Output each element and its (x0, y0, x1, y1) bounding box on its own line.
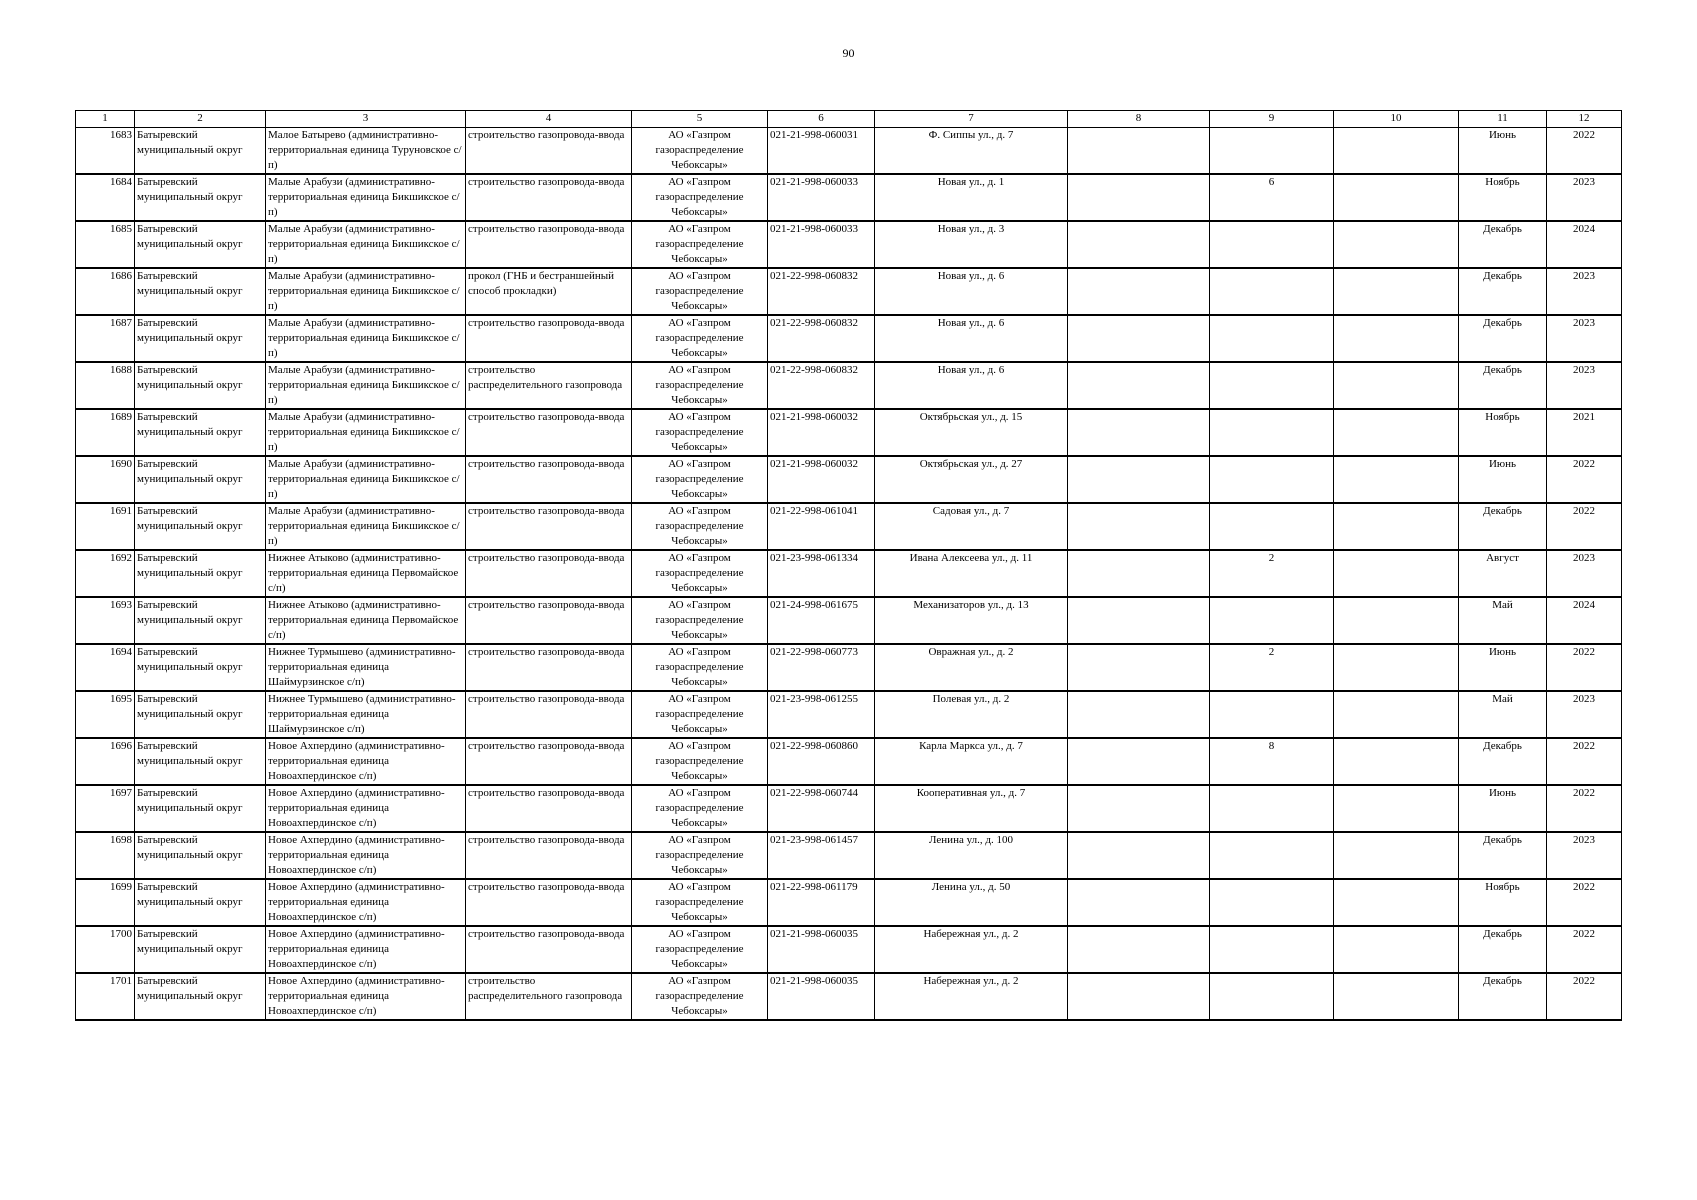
column-9-cell (1210, 503, 1334, 550)
column-10-cell (1334, 832, 1459, 879)
column-9-cell (1210, 926, 1334, 973)
column-10-cell (1334, 879, 1459, 926)
month-cell: Декабрь (1459, 926, 1547, 973)
locality-cell: Новое Ахпердино (административно-территориальная единица Новоахпердинское с/п) (266, 832, 466, 879)
row-number-cell: 1685 (76, 221, 135, 268)
month-cell: Декабрь (1459, 221, 1547, 268)
column-8-cell (1068, 174, 1210, 221)
column-header-7: 7 (875, 111, 1068, 128)
column-8-cell (1068, 315, 1210, 362)
month-cell: Июнь (1459, 128, 1547, 175)
locality-cell: Нижнее Турмышево (административно-территориальная единица Шаймурзинское с/п) (266, 644, 466, 691)
object-code-cell: 021-23-998-061457 (768, 832, 875, 879)
organization-cell: АО «Газпром газораспределение Чебоксары» (632, 503, 768, 550)
row-number-cell: 1683 (76, 128, 135, 175)
table-header (76, 111, 1622, 128)
column-9-cell: 2 (1210, 644, 1334, 691)
district-cell: Батыревский муниципальный округ (135, 456, 266, 503)
column-8-cell (1068, 503, 1210, 550)
column-9-cell (1210, 832, 1334, 879)
locality-cell: Малые Арабузи (административно-территориальная единица Бикшикское с/п) (266, 221, 466, 268)
locality-cell: Малые Арабузи (административно-территориальная единица Бикшикское с/п) (266, 268, 466, 315)
table-row (76, 785, 1622, 832)
column-header-12: 12 (1547, 111, 1622, 128)
district-cell: Батыревский муниципальный округ (135, 785, 266, 832)
column-header-1: 1 (76, 111, 135, 128)
column-10-cell (1334, 785, 1459, 832)
year-cell: 2022 (1547, 128, 1622, 175)
district-cell: Батыревский муниципальный округ (135, 174, 266, 221)
column-10-cell (1334, 362, 1459, 409)
address-cell: Ф. Сиппы ул., д. 7 (875, 128, 1068, 175)
work-type-cell: строительство газопровода-ввода (466, 879, 632, 926)
month-cell: Декабрь (1459, 832, 1547, 879)
column-10-cell (1334, 597, 1459, 644)
organization-cell: АО «Газпром газораспределение Чебоксары» (632, 738, 768, 785)
locality-cell: Нижнее Атыково (административно-территориальная единица Первомайское с/п) (266, 597, 466, 644)
month-cell: Ноябрь (1459, 879, 1547, 926)
table-row (76, 315, 1622, 362)
table-row (76, 268, 1622, 315)
year-cell: 2024 (1547, 597, 1622, 644)
district-cell: Батыревский муниципальный округ (135, 691, 266, 738)
work-type-cell: строительство газопровода-ввода (466, 550, 632, 597)
organization-cell: АО «Газпром газораспределение Чебоксары» (632, 597, 768, 644)
column-10-cell (1334, 174, 1459, 221)
object-code-cell: 021-22-998-060773 (768, 644, 875, 691)
address-cell: Кооперативная ул., д. 7 (875, 785, 1068, 832)
locality-cell: Новое Ахпердино (административно-территориальная единица Новоахпердинское с/п) (266, 926, 466, 973)
column-header-6: 6 (768, 111, 875, 128)
organization-cell: АО «Газпром газораспределение Чебоксары» (632, 785, 768, 832)
column-9-cell (1210, 268, 1334, 315)
organization-cell: АО «Газпром газораспределение Чебоксары» (632, 691, 768, 738)
month-cell: Декабрь (1459, 738, 1547, 785)
row-number-cell: 1698 (76, 832, 135, 879)
object-code-cell: 021-22-998-060832 (768, 315, 875, 362)
column-9-cell: 2 (1210, 550, 1334, 597)
column-8-cell (1068, 362, 1210, 409)
column-9-cell (1210, 128, 1334, 175)
row-number-cell: 1689 (76, 409, 135, 456)
district-cell: Батыревский муниципальный округ (135, 832, 266, 879)
work-type-cell: строительство газопровода-ввода (466, 128, 632, 175)
row-number-cell: 1684 (76, 174, 135, 221)
year-cell: 2023 (1547, 315, 1622, 362)
column-header-4: 4 (466, 111, 632, 128)
address-cell: Полевая ул., д. 2 (875, 691, 1068, 738)
object-code-cell: 021-22-998-060860 (768, 738, 875, 785)
row-number-cell: 1691 (76, 503, 135, 550)
column-9-cell: 8 (1210, 738, 1334, 785)
year-cell: 2022 (1547, 503, 1622, 550)
organization-cell: АО «Газпром газораспределение Чебоксары» (632, 832, 768, 879)
year-cell: 2022 (1547, 644, 1622, 691)
work-type-cell: строительство газопровода-ввода (466, 221, 632, 268)
row-number-cell: 1690 (76, 456, 135, 503)
table-row (76, 128, 1622, 175)
district-cell: Батыревский муниципальный округ (135, 879, 266, 926)
object-code-cell: 021-21-998-060033 (768, 174, 875, 221)
column-9-cell (1210, 879, 1334, 926)
table-body (76, 128, 1622, 1021)
object-code-cell: 021-21-998-060035 (768, 973, 875, 1020)
district-cell: Батыревский муниципальный округ (135, 597, 266, 644)
year-cell: 2022 (1547, 456, 1622, 503)
month-cell: Май (1459, 691, 1547, 738)
locality-cell: Малые Арабузи (административно-территориальная единица Бикшикское с/п) (266, 174, 466, 221)
year-cell: 2024 (1547, 221, 1622, 268)
organization-cell: АО «Газпром газораспределение Чебоксары» (632, 409, 768, 456)
year-cell: 2023 (1547, 362, 1622, 409)
row-number-cell: 1697 (76, 785, 135, 832)
year-cell: 2022 (1547, 785, 1622, 832)
table-row (76, 644, 1622, 691)
column-header-2: 2 (135, 111, 266, 128)
table-row (76, 409, 1622, 456)
organization-cell: АО «Газпром газораспределение Чебоксары» (632, 128, 768, 175)
row-number-cell: 1695 (76, 691, 135, 738)
district-cell: Батыревский муниципальный округ (135, 362, 266, 409)
column-8-cell (1068, 691, 1210, 738)
row-number-cell: 1696 (76, 738, 135, 785)
row-number-cell: 1692 (76, 550, 135, 597)
object-code-cell: 021-22-998-061179 (768, 879, 875, 926)
column-10-cell (1334, 738, 1459, 785)
address-cell: Ленина ул., д. 100 (875, 832, 1068, 879)
column-8-cell (1068, 221, 1210, 268)
year-cell: 2022 (1547, 926, 1622, 973)
object-code-cell: 021-23-998-061334 (768, 550, 875, 597)
organization-cell: АО «Газпром газораспределение Чебоксары» (632, 456, 768, 503)
object-code-cell: 021-21-998-060032 (768, 456, 875, 503)
row-number-cell: 1687 (76, 315, 135, 362)
work-type-cell: прокол (ГНБ и бестраншейный способ прокладки) (466, 268, 632, 315)
address-cell: Новая ул., д. 1 (875, 174, 1068, 221)
month-cell: Декабрь (1459, 315, 1547, 362)
row-number-cell: 1694 (76, 644, 135, 691)
column-10-cell (1334, 644, 1459, 691)
district-cell: Батыревский муниципальный округ (135, 315, 266, 362)
month-cell: Ноябрь (1459, 409, 1547, 456)
column-10-cell (1334, 315, 1459, 362)
locality-cell: Новое Ахпердино (административно-территориальная единица Новоахпердинское с/п) (266, 973, 466, 1020)
row-number-cell: 1699 (76, 879, 135, 926)
year-cell: 2023 (1547, 174, 1622, 221)
column-10-cell (1334, 973, 1459, 1020)
table-row (76, 550, 1622, 597)
column-header-5: 5 (632, 111, 768, 128)
month-cell: Декабрь (1459, 503, 1547, 550)
column-header-8: 8 (1068, 111, 1210, 128)
year-cell: 2023 (1547, 550, 1622, 597)
table-row (76, 221, 1622, 268)
address-cell: Карла Маркса ул., д. 7 (875, 738, 1068, 785)
month-cell: Декабрь (1459, 973, 1547, 1020)
locality-cell: Малые Арабузи (административно-территориальная единица Бикшикское с/п) (266, 315, 466, 362)
column-8-cell (1068, 644, 1210, 691)
object-code-cell: 021-22-998-060744 (768, 785, 875, 832)
column-9-cell (1210, 597, 1334, 644)
organization-cell: АО «Газпром газораспределение Чебоксары» (632, 973, 768, 1020)
column-8-cell (1068, 409, 1210, 456)
year-cell: 2023 (1547, 268, 1622, 315)
column-8-cell (1068, 597, 1210, 644)
column-9-cell (1210, 221, 1334, 268)
locality-cell: Малые Арабузи (административно-территориальная единица Бикшикское с/п) (266, 456, 466, 503)
row-number-cell: 1700 (76, 926, 135, 973)
district-cell: Батыревский муниципальный округ (135, 973, 266, 1020)
year-cell: 2022 (1547, 738, 1622, 785)
table-row (76, 503, 1622, 550)
object-code-cell: 021-23-998-061255 (768, 691, 875, 738)
column-9-cell: 6 (1210, 174, 1334, 221)
page-number: 90 (842, 46, 855, 60)
district-cell: Батыревский муниципальный округ (135, 738, 266, 785)
column-9-cell (1210, 456, 1334, 503)
address-cell: Октябрьская ул., д. 15 (875, 409, 1068, 456)
work-type-cell: строительство газопровода-ввода (466, 691, 632, 738)
column-10-cell (1334, 456, 1459, 503)
object-code-cell: 021-21-998-060033 (768, 221, 875, 268)
object-code-cell: 021-22-998-060832 (768, 268, 875, 315)
address-cell: Ивана Алексеева ул., д. 11 (875, 550, 1068, 597)
district-cell: Батыревский муниципальный округ (135, 221, 266, 268)
year-cell: 2023 (1547, 832, 1622, 879)
column-8-cell (1068, 268, 1210, 315)
work-type-cell: строительство газопровода-ввода (466, 785, 632, 832)
month-cell: Июнь (1459, 644, 1547, 691)
table-row (76, 832, 1622, 879)
work-type-cell: строительство распределительного газопровода (466, 362, 632, 409)
column-10-cell (1334, 409, 1459, 456)
column-8-cell (1068, 926, 1210, 973)
year-cell: 2023 (1547, 691, 1622, 738)
locality-cell: Новое Ахпердино (административно-территориальная единица Новоахпердинское с/п) (266, 879, 466, 926)
table-row (76, 879, 1622, 926)
address-cell: Новая ул., д. 6 (875, 362, 1068, 409)
table-row (76, 738, 1622, 785)
month-cell: Август (1459, 550, 1547, 597)
year-cell: 2021 (1547, 409, 1622, 456)
organization-cell: АО «Газпром газораспределение Чебоксары» (632, 174, 768, 221)
column-10-cell (1334, 550, 1459, 597)
table-row (76, 362, 1622, 409)
row-number-cell: 1701 (76, 973, 135, 1020)
month-cell: Июнь (1459, 456, 1547, 503)
organization-cell: АО «Газпром газораспределение Чебоксары» (632, 362, 768, 409)
work-type-cell: строительство газопровода-ввода (466, 409, 632, 456)
work-type-cell: строительство газопровода-ввода (466, 738, 632, 785)
column-10-cell (1334, 268, 1459, 315)
organization-cell: АО «Газпром газораспределение Чебоксары» (632, 550, 768, 597)
district-cell: Батыревский муниципальный округ (135, 128, 266, 175)
locality-cell: Нижнее Атыково (административно-территориальная единица Первомайское с/п) (266, 550, 466, 597)
organization-cell: АО «Газпром газораспределение Чебоксары» (632, 221, 768, 268)
organization-cell: АО «Газпром газораспределение Чебоксары» (632, 879, 768, 926)
address-cell: Набережная ул., д. 2 (875, 926, 1068, 973)
column-8-cell (1068, 456, 1210, 503)
address-cell: Овражная ул., д. 2 (875, 644, 1068, 691)
column-header-3: 3 (266, 111, 466, 128)
table-row (76, 973, 1622, 1020)
locality-cell: Малые Арабузи (административно-территориальная единица Бикшикское с/п) (266, 362, 466, 409)
work-type-cell: строительство газопровода-ввода (466, 456, 632, 503)
work-type-cell: строительство распределительного газопровода (466, 973, 632, 1020)
column-10-cell (1334, 691, 1459, 738)
month-cell: Ноябрь (1459, 174, 1547, 221)
column-9-cell (1210, 785, 1334, 832)
work-type-cell: строительство газопровода-ввода (466, 832, 632, 879)
object-code-cell: 021-22-998-061041 (768, 503, 875, 550)
object-code-cell: 021-21-998-060032 (768, 409, 875, 456)
table-row (76, 691, 1622, 738)
table-row (76, 926, 1622, 973)
register-table (75, 110, 1622, 1021)
work-type-cell: строительство газопровода-ввода (466, 644, 632, 691)
object-code-cell: 021-21-998-060031 (768, 128, 875, 175)
district-cell: Батыревский муниципальный округ (135, 503, 266, 550)
district-cell: Батыревский муниципальный округ (135, 409, 266, 456)
column-9-cell (1210, 409, 1334, 456)
column-9-cell (1210, 973, 1334, 1020)
header-row (76, 111, 1622, 128)
year-cell: 2022 (1547, 879, 1622, 926)
column-header-10: 10 (1334, 111, 1459, 128)
column-8-cell (1068, 973, 1210, 1020)
column-9-cell (1210, 362, 1334, 409)
work-type-cell: строительство газопровода-ввода (466, 503, 632, 550)
row-number-cell: 1688 (76, 362, 135, 409)
address-cell: Набережная ул., д. 2 (875, 973, 1068, 1020)
object-code-cell: 021-21-998-060035 (768, 926, 875, 973)
address-cell: Новая ул., д. 3 (875, 221, 1068, 268)
object-code-cell: 021-22-998-060832 (768, 362, 875, 409)
address-cell: Садовая ул., д. 7 (875, 503, 1068, 550)
work-type-cell: строительство газопровода-ввода (466, 926, 632, 973)
column-10-cell (1334, 221, 1459, 268)
table-row (76, 174, 1622, 221)
address-cell: Ленина ул., д. 50 (875, 879, 1068, 926)
district-cell: Батыревский муниципальный округ (135, 926, 266, 973)
month-cell: Май (1459, 597, 1547, 644)
district-cell: Батыревский муниципальный округ (135, 268, 266, 315)
column-header-9: 9 (1210, 111, 1334, 128)
address-cell: Октябрьская ул., д. 27 (875, 456, 1068, 503)
row-number-cell: 1686 (76, 268, 135, 315)
column-8-cell (1068, 832, 1210, 879)
column-8-cell (1068, 879, 1210, 926)
column-10-cell (1334, 926, 1459, 973)
column-9-cell (1210, 691, 1334, 738)
column-10-cell (1334, 128, 1459, 175)
district-cell: Батыревский муниципальный округ (135, 550, 266, 597)
organization-cell: АО «Газпром газораспределение Чебоксары» (632, 268, 768, 315)
organization-cell: АО «Газпром газораспределение Чебоксары» (632, 315, 768, 362)
organization-cell: АО «Газпром газораспределение Чебоксары» (632, 644, 768, 691)
locality-cell: Малое Батырево (административно-территориальная единица Туруновское с/п) (266, 128, 466, 175)
locality-cell: Новое Ахпердино (административно-территориальная единица Новоахпердинское с/п) (266, 785, 466, 832)
locality-cell: Малые Арабузи (административно-территориальная единица Бикшикское с/п) (266, 503, 466, 550)
year-cell: 2022 (1547, 973, 1622, 1020)
object-code-cell: 021-24-998-061675 (768, 597, 875, 644)
column-9-cell (1210, 315, 1334, 362)
district-cell: Батыревский муниципальный округ (135, 644, 266, 691)
table-row (76, 597, 1622, 644)
month-cell: Декабрь (1459, 268, 1547, 315)
address-cell: Новая ул., д. 6 (875, 315, 1068, 362)
work-type-cell: строительство газопровода-ввода (466, 174, 632, 221)
column-8-cell (1068, 738, 1210, 785)
address-cell: Новая ул., д. 6 (875, 268, 1068, 315)
locality-cell: Новое Ахпердино (административно-территориальная единица Новоахпердинское с/п) (266, 738, 466, 785)
column-8-cell (1068, 550, 1210, 597)
month-cell: Декабрь (1459, 362, 1547, 409)
table-row (76, 456, 1622, 503)
column-header-11: 11 (1459, 111, 1547, 128)
locality-cell: Нижнее Турмышево (административно-территориальная единица Шаймурзинское с/п) (266, 691, 466, 738)
row-number-cell: 1693 (76, 597, 135, 644)
work-type-cell: строительство газопровода-ввода (466, 597, 632, 644)
address-cell: Механизаторов ул., д. 13 (875, 597, 1068, 644)
organization-cell: АО «Газпром газораспределение Чебоксары» (632, 926, 768, 973)
month-cell: Июнь (1459, 785, 1547, 832)
column-10-cell (1334, 503, 1459, 550)
locality-cell: Малые Арабузи (административно-территориальная единица Бикшикское с/п) (266, 409, 466, 456)
column-8-cell (1068, 785, 1210, 832)
work-type-cell: строительство газопровода-ввода (466, 315, 632, 362)
column-8-cell (1068, 128, 1210, 175)
